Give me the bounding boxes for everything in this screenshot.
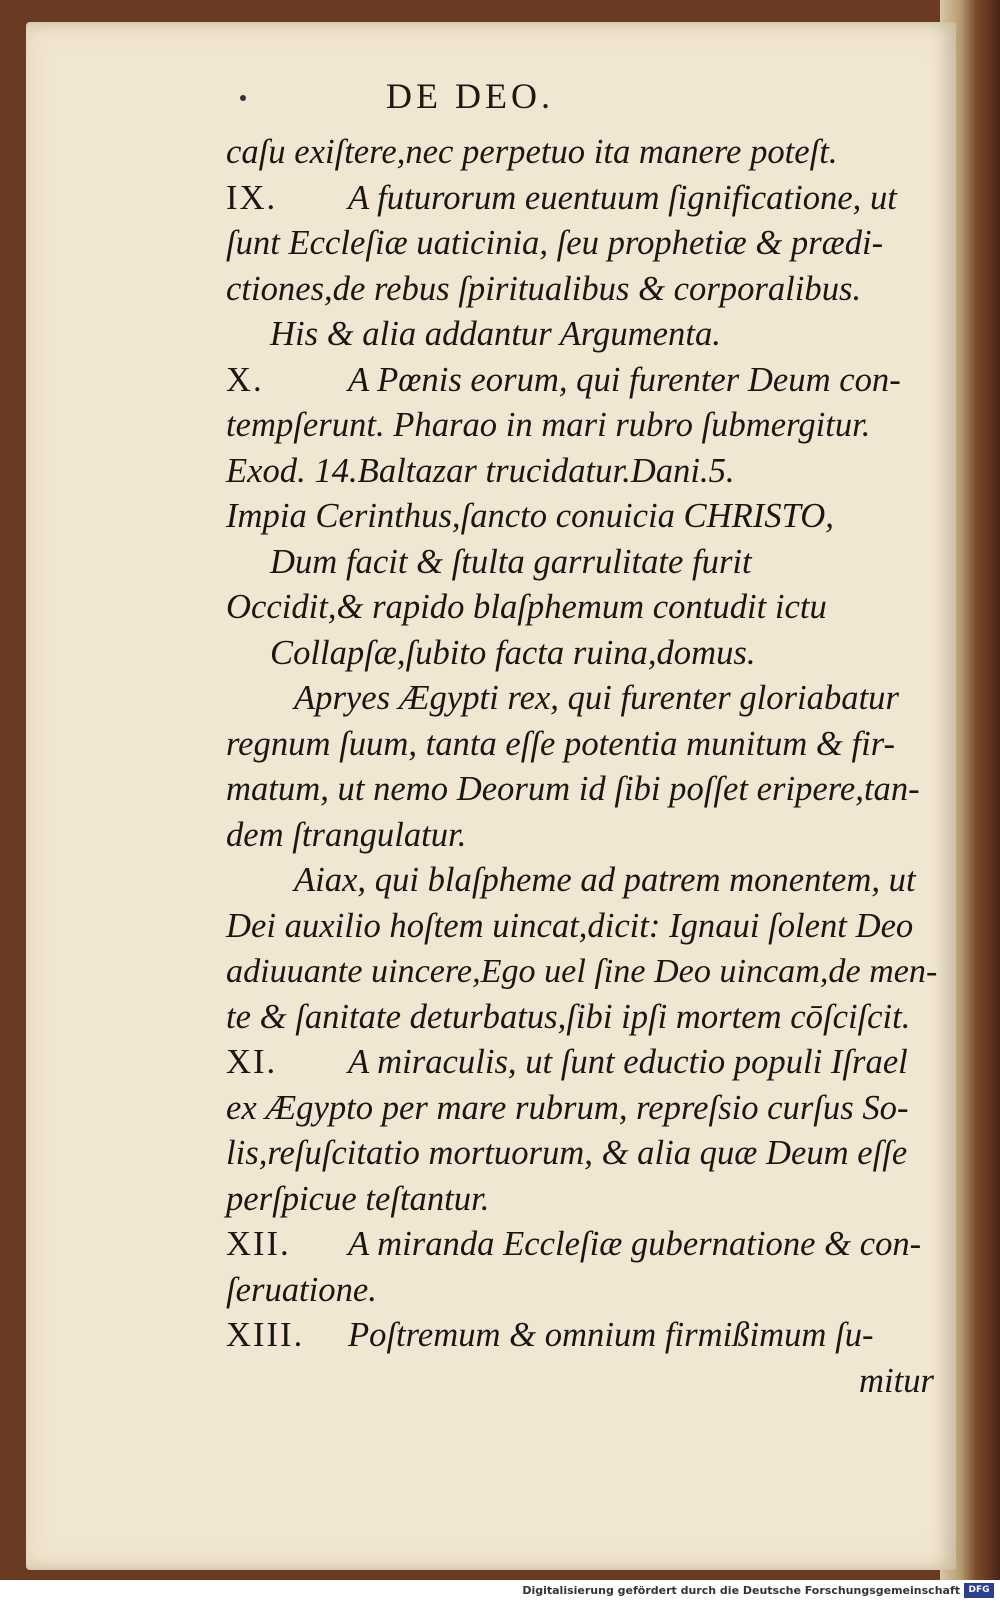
line-text: matum, ut nemo Deorum id ſibi poſſet eripere,tan- [226, 770, 920, 808]
section-number: XI. [226, 1043, 278, 1081]
line-text: His & alia addantur Argumenta. [270, 315, 721, 353]
line-text: ſeruatione. [226, 1270, 377, 1309]
line-text: Collapſæ,ſubito facta ruina,domus. [270, 633, 756, 672]
footer-credit: Digitalisierung gefördert durch die Deutsche Forschungsgemeinschaft [522, 1584, 960, 1597]
line-text: dem ſtrangulatur. [226, 815, 467, 854]
text-line [226, 312, 946, 358]
line-text: adiuuante uincere,Ego uel ſine Deo uincam,de men- [226, 953, 938, 990]
text-line [226, 858, 946, 904]
text-line [226, 676, 946, 722]
line-text: A miraculis, ut ſunt eductio populi Iſrael [348, 1043, 908, 1081]
text-line [226, 540, 946, 586]
section-number: IX. [226, 178, 278, 217]
text-line [226, 358, 946, 404]
text-line [226, 949, 946, 995]
text-line [226, 494, 946, 540]
line-text: tempſerunt. Pharao in mari rubro ſubmergitur. [226, 406, 871, 444]
page-text [226, 130, 946, 1404]
line-text: Impia Cerinthus,ſancto conuicia CHRISTO, [226, 497, 834, 535]
line-text: te & ſanitate deturbatus,ſibi ipſi mortem cōſciſcit. [226, 997, 911, 1036]
line-text: caſu exiſtere,nec perpetuo ita manere poteſt. [226, 133, 838, 171]
text-line [226, 1040, 946, 1086]
line-text: ctiones,de rebus ſpiritualibus & corporalibus. [226, 269, 862, 308]
line-text: Occidit,& rapido blaſphemum contudit ictu [226, 588, 827, 626]
section-number: XII. [226, 1225, 291, 1263]
text-line [226, 403, 946, 449]
text-line [226, 221, 946, 267]
line-text: Dum facit & ſtulta garrulitate furit [270, 542, 752, 581]
line-text: ex Ægypto per mare rubrum, repreſsio curſus So- [226, 1088, 909, 1127]
text-line [226, 585, 946, 631]
text-line [226, 631, 946, 677]
running-head: DE DEO. [386, 76, 554, 116]
line-text: Apryes Ægypti rex, qui furenter gloriabatur [294, 679, 899, 717]
text-line [226, 904, 946, 950]
line-text: Aiax, qui blaſpheme ad patrem monentem, ut [294, 861, 916, 899]
text-line [226, 176, 946, 222]
text-line [226, 813, 946, 859]
text-line [226, 995, 946, 1041]
text-line [226, 449, 946, 495]
line-text: A miranda Eccleſiæ gubernatione & con- [348, 1225, 922, 1263]
line-text: Poſtremum & omnium firmißimum ſu- [348, 1316, 874, 1354]
line-text: ſunt Eccleſiæ uaticinia, ſeu prophetiæ & prædi- [226, 224, 884, 262]
text-line [226, 1313, 946, 1359]
catchword-line [226, 1359, 946, 1405]
catchword: mitur [859, 1361, 934, 1400]
footer-bar [0, 1580, 1000, 1604]
line-text: A Pœnis eorum, qui furenter Deum con- [348, 360, 901, 399]
text-line [226, 1268, 946, 1314]
dfg-logo: DFG [964, 1583, 994, 1598]
section-number: X. [226, 360, 264, 399]
line-text: regnum ſuum, tanta eſſe potentia munitum & fir- [226, 724, 896, 763]
text-line [226, 722, 946, 768]
line-text: perſpicue teſtantur. [226, 1179, 490, 1218]
text-line [226, 130, 946, 176]
text-line [226, 1086, 946, 1132]
text-line [226, 267, 946, 313]
text-line [226, 1131, 946, 1177]
text-line [226, 767, 946, 813]
text-line [226, 1222, 946, 1268]
line-text: Dei auxilio hoſtem uincat,dicit: Ignaui ſolent Deo [226, 906, 914, 945]
line-text: Exod. 14.Baltazar trucidatur.Dani.5. [226, 451, 735, 490]
section-number: XIII. [226, 1316, 305, 1354]
line-text: A futurorum euentuum ſignificatione, ut [348, 178, 897, 217]
line-text: lis,reſuſcitatio mortuorum, & alia quæ Deum eſſe [226, 1134, 908, 1172]
text-line [226, 1177, 946, 1223]
